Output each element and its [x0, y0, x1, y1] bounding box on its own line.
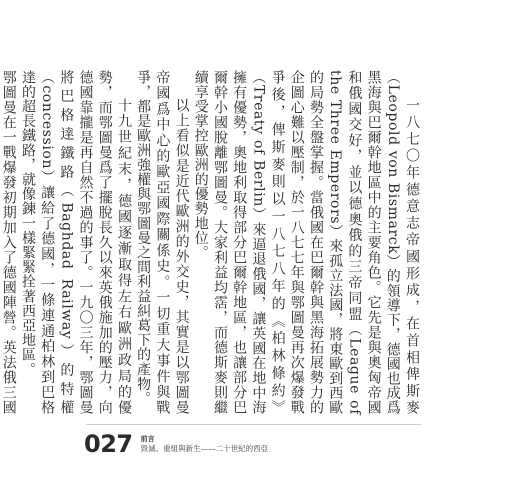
paragraph: 以上看似是近代歐洲的外交史，其實是以鄂圖曼帝國爲中心的歐亞國際關係史。一切重大事件與戰爭，都是歐洲強權與鄂圖曼之間利益糾葛下的產物。 [135, 70, 190, 415]
running-head-section: 前言 [140, 435, 155, 443]
page-number: 027 [84, 430, 133, 458]
footer-divider [86, 424, 421, 425]
running-head-title: 毀滅、重組與新生——二十世紀的西亞 [140, 444, 269, 453]
paragraph: 一八七〇年德意志帝國形成，在首相俾斯麥（Leopold von Bismarck）的領導下，德國也成爲黑海與巴爾幹地區中的主要角色。它先是與奧匈帝國和俄國交好，並以德奧俄的三帝同盟（League of the Three Emperors）來孤立法國，將東歐到西歐的局勢全盤掌握。當俄國在巴爾幹與黑海拓展勢力的企圖心難以壓制，於一八七七年與鄂圖曼再次爆發戰爭後，俾斯麥則以一八七八年的《柏林條約》（Treaty of Berlin）來逼退俄國，讓英國在地中海擁有優勢，奧地利取得部分巴爾幹地區，也讓部分巴爾幹小國脫離鄂圖曼。大家利益均霑，而德斯麥則繼續享受掌控歐洲的優勢地位。 [192, 70, 420, 415]
paragraph: 十九世紀末，德國逐漸取得左右歐洲政局的優勢，而鄂圖曼爲了擺脫長久以來英俄施加的壓力，向德國靠攏是再自然不過的事了。一九〇三年，鄂圖曼將巴格達鐵路（Baghdad Railway）的特權（concession）讓給了德國，一條連通柏林到巴格達的超長鐵路，就像鍊一樣緊緊拴著西亞地區。 [19, 70, 132, 415]
body-text [0, 70, 421, 415]
running-head [141, 434, 269, 454]
paragraph: 鄂圖曼在一戰爆發初期加入了德國陣營。英法俄三國 [0, 70, 17, 415]
page-footer [84, 430, 268, 458]
